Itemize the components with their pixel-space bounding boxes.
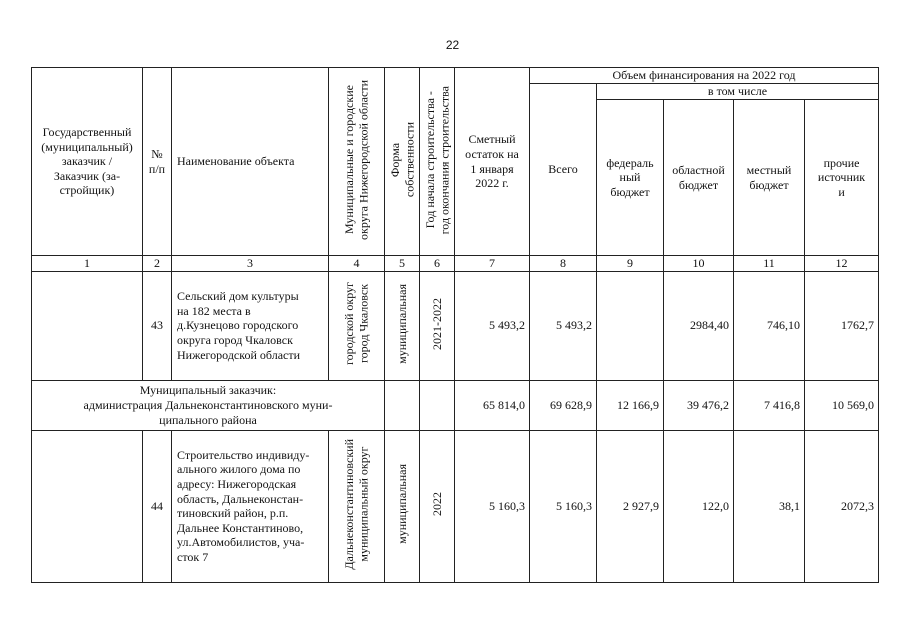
row-estimate: 5 160,3 xyxy=(455,430,530,582)
header-customer: Государственный (муниципальный) заказчик / Заказчик (за- стройщик) xyxy=(32,68,143,256)
header-districts: Муниципальные и городские округа Нижегородской области xyxy=(329,68,385,256)
row-ownership: муниципальная xyxy=(385,271,420,380)
row-customer-cell xyxy=(32,430,143,582)
row-regional: 2984,40 xyxy=(664,271,734,380)
header-funding-group: Объем финансирования на 2022 год xyxy=(530,68,879,84)
table-row xyxy=(32,430,879,582)
subtotal-empty xyxy=(420,380,455,430)
row-total: 5 160,3 xyxy=(530,430,597,582)
column-number: 4 xyxy=(329,256,385,272)
column-number: 3 xyxy=(172,256,329,272)
column-number: 7 xyxy=(455,256,530,272)
row-federal xyxy=(597,271,664,380)
subtotal-empty xyxy=(385,380,420,430)
column-number: 10 xyxy=(664,256,734,272)
row-years: 2022 xyxy=(420,430,455,582)
column-number: 2 xyxy=(143,256,172,272)
subtotal-regional: 39 476,2 xyxy=(664,380,734,430)
column-number: 5 xyxy=(385,256,420,272)
header-including: в том числе xyxy=(597,84,879,100)
column-number: 9 xyxy=(597,256,664,272)
header-other: прочие источник и xyxy=(805,100,879,256)
header-ownership: Форма собственности xyxy=(385,68,420,256)
row-local: 38,1 xyxy=(734,430,805,582)
header-regional: областной бюджет xyxy=(664,100,734,256)
row-regional: 122,0 xyxy=(664,430,734,582)
row-district: Дальнеконстантиновский муниципальный округ xyxy=(329,430,385,582)
row-federal: 2 927,9 xyxy=(597,430,664,582)
row-total: 5 493,2 xyxy=(530,271,597,380)
header-object-name: Наименование объекта xyxy=(172,68,329,256)
header-years: Год начала строительства - год окончания строительства xyxy=(420,68,455,256)
subtotal-label: Муниципальный заказчик: администрация Дальнеконстантиновского муни- ципального района xyxy=(32,380,385,430)
row-ownership: муниципальная xyxy=(385,430,420,582)
header-total: Всего xyxy=(530,84,597,256)
subtotal-row xyxy=(32,380,879,430)
subtotal-other: 10 569,0 xyxy=(805,380,879,430)
header-federal: федераль ный бюджет xyxy=(597,100,664,256)
row-num: 44 xyxy=(143,430,172,582)
subtotal-estimate: 65 814,0 xyxy=(455,380,530,430)
row-object-name: Строительство индивиду- ального жилого дома по адресу: Нижегородская область, Дальнеконстан- тиновский район, р.п. Дальнее Константиново, ул.Автомобилистов, уча- сток 7 xyxy=(172,430,329,582)
row-other: 2072,3 xyxy=(805,430,879,582)
row-years: 2021-2022 xyxy=(420,271,455,380)
row-district: городской округ город Чкаловск xyxy=(329,271,385,380)
table-row xyxy=(32,271,879,380)
page-number: 22 xyxy=(445,38,460,52)
subtotal-federal: 12 166,9 xyxy=(597,380,664,430)
column-number: 12 xyxy=(805,256,879,272)
header-estimate: Сметный остаток на 1 января 2022 г. xyxy=(455,68,530,256)
column-number: 1 xyxy=(32,256,143,272)
row-estimate: 5 493,2 xyxy=(455,271,530,380)
column-number: 8 xyxy=(530,256,597,272)
row-local: 746,10 xyxy=(734,271,805,380)
financing-table xyxy=(31,67,879,583)
header-num: № п/п xyxy=(143,68,172,256)
row-object-name: Сельский дом культуры на 182 места в д.Кузнецово городского округа город Чкаловск Нижегородской области xyxy=(172,271,329,380)
column-number: 11 xyxy=(734,256,805,272)
column-numbers-row xyxy=(32,256,879,272)
row-customer-cell xyxy=(32,271,143,380)
subtotal-local: 7 416,8 xyxy=(734,380,805,430)
header-local: местный бюджет xyxy=(734,100,805,256)
column-number: 6 xyxy=(420,256,455,272)
subtotal-total: 69 628,9 xyxy=(530,380,597,430)
row-num: 43 xyxy=(143,271,172,380)
row-other: 1762,7 xyxy=(805,271,879,380)
